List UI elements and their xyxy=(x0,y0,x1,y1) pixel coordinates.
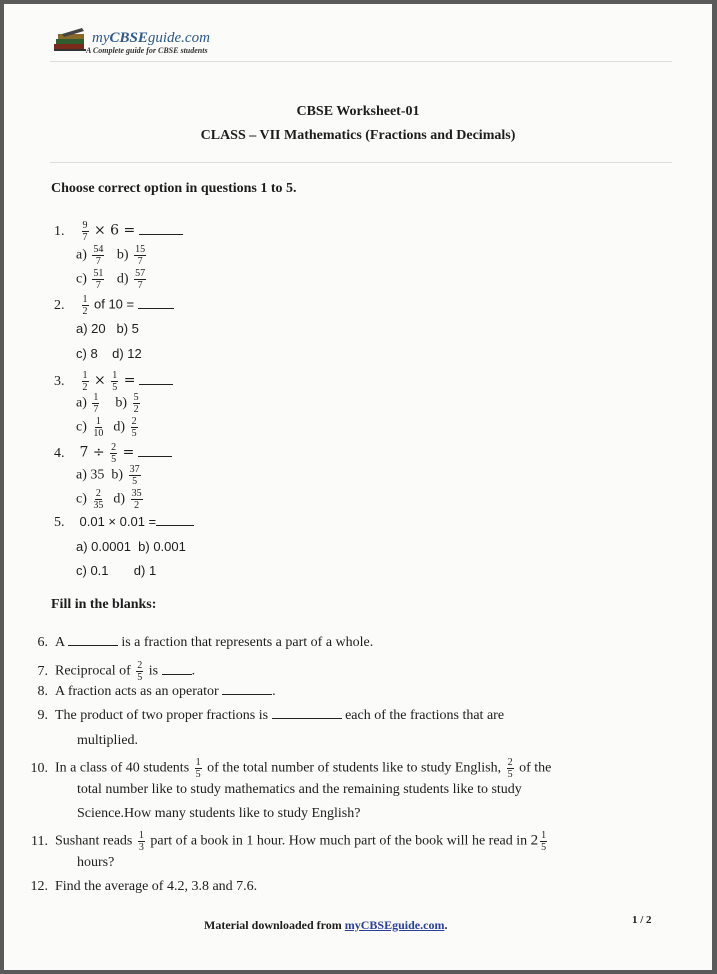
question-2-options-cd: c) 8 d) 12 xyxy=(76,346,142,361)
page-number: 1 / 2 xyxy=(632,914,652,926)
question-9-line-2: multiplied. xyxy=(77,733,139,748)
section-heading-mcq: Choose correct option in questions 1 to 5. xyxy=(51,181,297,196)
question-9: 9. The product of two proper fractions is each of the fractions that are xyxy=(37,708,505,723)
question-11: 11. Sushant reads $\frac{1}{3}$ part of a book in 1 hour. How much part of the book will he read in 2 $\frac{1}{5}$ xyxy=(31,830,547,853)
question-10-line-3: Science.How many students like to study English? xyxy=(77,806,361,821)
question-5-options-ab: a) 0.0001 b) 0.001 xyxy=(76,539,186,554)
worksheet-page xyxy=(4,4,712,970)
question-4-options-ab: a) 35 b) $\frac{37}{5}$ xyxy=(76,464,140,487)
worksheet-title: CBSE Worksheet-01 xyxy=(296,104,420,119)
question-4: 4. 7 ÷ $\frac{2}{5}$ = xyxy=(54,442,172,465)
question-10-line-2: total number like to study mathematics and the remaining students like to study xyxy=(77,782,522,797)
answer-blank xyxy=(139,382,173,385)
question-1: 1. $\frac{9}{7}$ × 6 = xyxy=(54,220,183,243)
logo-site-name: myCBSEguide.com xyxy=(92,30,210,46)
fraction: $\frac{9}{7}$ xyxy=(82,220,88,243)
worksheet-subtitle: CLASS – VII Mathematics (Fractions and Decimals) xyxy=(200,128,516,143)
answer-blank xyxy=(68,643,118,646)
section-heading-fill-blanks: Fill in the blanks: xyxy=(51,597,157,612)
question-5: 5. 0.01 × 0.01 = xyxy=(54,514,194,531)
question-8: 8. A fraction acts as an operator . xyxy=(37,684,276,699)
answer-blank xyxy=(138,454,172,457)
question-3-options-ab: a) $\frac{1}{7}$ b) $\frac{5}{2}$ xyxy=(76,392,139,415)
title-divider xyxy=(50,162,672,163)
answer-blank xyxy=(162,672,192,675)
question-1-options-cd: c) $\frac{51}{7}$ d) $\frac{57}{7}$ xyxy=(76,268,146,291)
question-12: 12. Find the average of 4.2, 3.8 and 7.6. xyxy=(30,879,258,894)
question-10: 10. In a class of 40 students $\frac{1}{5}$ of the total number of students like to study English, $\frac{2}{5}$ of the xyxy=(30,757,552,780)
answer-blank xyxy=(139,232,183,235)
question-6: 6. A is a fraction that represents a part of a whole. xyxy=(37,635,374,650)
answer-blank xyxy=(156,523,194,526)
question-2: 2. $\frac{1}{2}$ of 10 = xyxy=(54,294,174,317)
question-1-options-ab: a) $\frac{54}{7}$ b) $\frac{15}{7}$ xyxy=(76,244,146,267)
footer-text: Material downloaded from myCBSEguide.com. xyxy=(204,918,448,932)
question-4-options-cd: c) $\frac{2}{35}$ d) $\frac{35}{2}$ xyxy=(76,488,142,511)
footer-link[interactable]: myCBSEguide.com xyxy=(344,918,445,932)
question-7: 7. Reciprocal of $\frac{2}{5}$ is . xyxy=(37,660,196,683)
question-2-options-ab: a) 20 b) 5 xyxy=(76,321,139,336)
question-3: 3. $\frac{1}{2}$ × $\frac{1}{5}$ = xyxy=(54,370,173,393)
logo-tagline: A Complete guide for CBSE students xyxy=(86,46,208,55)
question-11-line-2: hours? xyxy=(77,855,115,870)
answer-blank xyxy=(138,306,174,309)
question-3-options-cd: c) $\frac{1}{10}$ d) $\frac{2}{5}$ xyxy=(76,416,137,439)
header-divider xyxy=(50,61,672,62)
question-5-options-cd: c) 0.1 d) 1 xyxy=(76,563,157,578)
answer-blank xyxy=(272,716,342,719)
answer-blank xyxy=(222,692,272,695)
